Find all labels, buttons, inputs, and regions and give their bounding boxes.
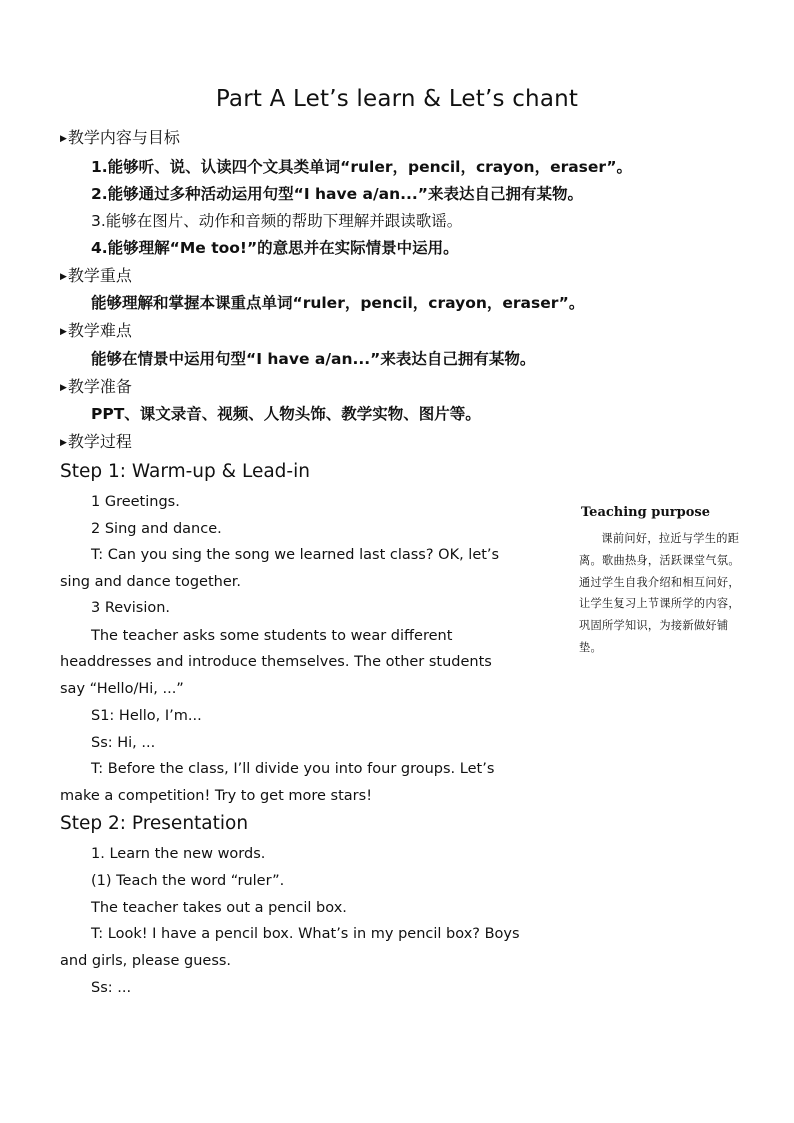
step1-line: say “Hello/Hi, ...”	[60, 681, 184, 697]
section-heading-text: 教学准备	[67, 377, 132, 396]
step1-line: Ss: Hi, ...	[91, 735, 156, 751]
step2-heading: Step 2: Presentation	[60, 813, 249, 834]
content-item-2: 2.能够通过多种活动运用句型“I have a/an...”来表达自己拥有某物。	[91, 185, 583, 203]
step1-line: The teacher asks some students to wear different	[91, 628, 453, 644]
triangle-bullet-icon: ▶	[60, 133, 67, 144]
step2-line: The teacher takes out a pencil box.	[91, 900, 347, 916]
section-heading-text: 教学难点	[67, 321, 132, 340]
content-item-4: 4.能够理解“Me too!”的意思并在实际情景中运用。	[91, 239, 459, 257]
step1-line: 2 Sing and dance.	[91, 521, 222, 537]
difficult-points-text: 能够在情景中运用句型“I have a/an...”来表达自己拥有某物。	[91, 350, 536, 368]
step1-line: 1 Greetings.	[91, 494, 180, 510]
section-heading-prep	[60, 377, 132, 398]
section-heading-text: 教学过程	[67, 432, 132, 451]
step1-line: headdresses and introduce themselves. The other students	[60, 654, 492, 670]
step1-heading: Step 1: Warm-up & Lead-in	[60, 461, 310, 482]
step1-line: make a competition! Try to get more stars!	[60, 788, 373, 804]
prep-text: PPT、课文录音、视频、人物头饰、教学实物、图片等。	[91, 405, 481, 423]
content-item-1: 1.能够听、说、认读四个文具类单词“ruler，pencil，crayon，eraser”。	[91, 158, 633, 176]
section-heading-key	[60, 266, 132, 287]
step1-line: T: Can you sing the song we learned last class? OK, let’s	[91, 547, 500, 563]
section-heading-difficult	[60, 321, 132, 342]
triangle-bullet-icon: ▶	[60, 437, 67, 448]
triangle-bullet-icon: ▶	[60, 382, 67, 393]
section-heading-content	[60, 128, 180, 149]
section-heading-text: 教学重点	[67, 266, 132, 285]
step2-line: 1. Learn the new words.	[91, 846, 266, 862]
step1-line: T: Before the class, I’ll divide you into four groups. Let’s	[91, 761, 495, 777]
triangle-bullet-icon: ▶	[60, 326, 67, 337]
step2-line: T: Look! I have a pencil box. What’s in my pencil box? Boys	[91, 926, 520, 942]
step2-line: and girls, please guess.	[60, 953, 232, 969]
page-title: Part A Let’s learn & Let’s chant	[215, 86, 579, 112]
content-item-3: 3.能够在图片、动作和音频的帮助下理解并跟读歌谣。	[91, 212, 463, 230]
key-points-text: 能够理解和掌握本课重点单词“ruler，pencil，crayon，eraser”。	[91, 294, 585, 312]
section-heading-text: 教学内容与目标	[67, 128, 180, 147]
step1-line: sing and dance together.	[60, 574, 241, 590]
step1-line: S1: Hello, I’m...	[91, 708, 202, 724]
step1-line: 3 Revision.	[91, 600, 171, 616]
triangle-bullet-icon: ▶	[60, 271, 67, 282]
teaching-purpose-body: 课前问好，拉近与学生的距离。歌曲热身，活跃课堂气氛。通过学生自我介绍和相互问好，让学生复习上节课所学的内容，巩固所学知识，为接新做好铺垫。	[579, 532, 740, 654]
step2-line: Ss: ...	[91, 980, 132, 996]
teaching-purpose-title: Teaching purpose	[581, 505, 710, 520]
section-heading-process	[60, 432, 132, 453]
step2-line: (1) Teach the word “ruler”.	[91, 873, 285, 889]
